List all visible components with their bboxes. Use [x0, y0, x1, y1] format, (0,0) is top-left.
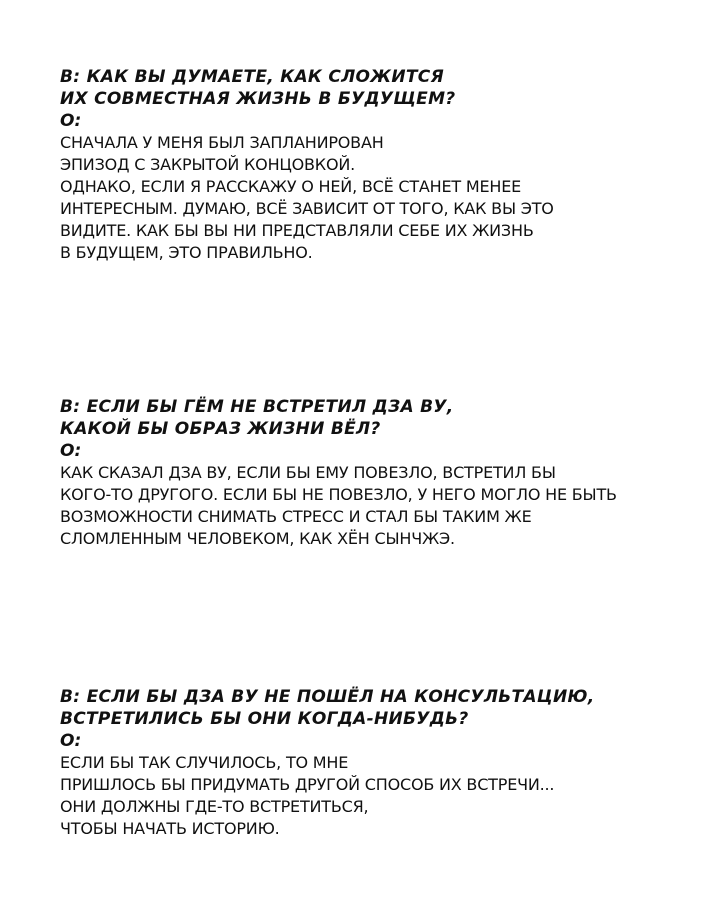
- answer-line: ВИДИТЕ. КАК БЫ ВЫ НИ ПРЕДСТАВЛЯЛИ СЕБЕ ИХ ЖИЗНЬ: [60, 221, 534, 240]
- answer-line: ЧТОБЫ НАЧАТЬ ИСТОРИЮ.: [60, 819, 280, 838]
- qa-block: [60, 66, 700, 264]
- question-line: В: ЕСЛИ БЫ ГЁМ НЕ ВСТРЕТИЛ ДЗА ВУ,: [60, 397, 454, 417]
- answer: [60, 752, 700, 840]
- answer-label: О:: [60, 111, 82, 131]
- answer-line: ПРИШЛОСЬ БЫ ПРИДУМАТЬ ДРУГОЙ СПОСОБ ИХ ВСТРЕЧИ...: [60, 775, 555, 794]
- question-line: КАКОЙ БЫ ОБРАЗ ЖИЗНИ ВЁЛ?: [60, 419, 381, 439]
- answer: [60, 132, 700, 264]
- answer-line: ИНТЕРЕСНЫМ. ДУМАЮ, ВСЁ ЗАВИСИТ ОТ ТОГО, КАК ВЫ ЭТО: [60, 199, 554, 218]
- qa-block: [60, 686, 700, 840]
- answer-line: КОГО-ТО ДРУГОГО. ЕСЛИ БЫ НЕ ПОВЕЗЛО, У НЕГО МОГЛО НЕ БЫТЬ: [60, 485, 617, 504]
- question: [60, 396, 700, 440]
- answer-line: ЭПИЗОД С ЗАКРЫТОЙ КОНЦОВКОЙ.: [60, 155, 356, 174]
- question-line: ВСТРЕТИЛИСЬ БЫ ОНИ КОГДА-НИБУДЬ?: [60, 709, 469, 729]
- question-line: В: КАК ВЫ ДУМАЕТЕ, КАК СЛОЖИТСЯ: [60, 67, 444, 87]
- question: [60, 686, 700, 730]
- question: [60, 66, 700, 110]
- answer-line: В БУДУЩЕМ, ЭТО ПРАВИЛЬНО.: [60, 243, 313, 262]
- answer-line: СЛОМЛЕННЫМ ЧЕЛОВЕКОМ, КАК ХЁН СЫНЧЖЭ.: [60, 529, 455, 548]
- answer-label: О:: [60, 441, 82, 461]
- answer-line: СНАЧАЛА У МЕНЯ БЫЛ ЗАПЛАНИРОВАН: [60, 133, 384, 152]
- answer-line: ВОЗМОЖНОСТИ СНИМАТЬ СТРЕСС И СТАЛ БЫ ТАКИМ ЖЕ: [60, 507, 532, 526]
- answer-line: ОНИ ДОЛЖНЫ ГДЕ-ТО ВСТРЕТИТЬСЯ,: [60, 797, 369, 816]
- answer: [60, 462, 700, 550]
- answer-line: КАК СКАЗАЛ ДЗА ВУ, ЕСЛИ БЫ ЕМУ ПОВЕЗЛО, ВСТРЕТИЛ БЫ: [60, 463, 556, 482]
- answer-line: ОДНАКО, ЕСЛИ Я РАССКАЖУ О НЕЙ, ВСЁ СТАНЕТ МЕНЕЕ: [60, 177, 522, 196]
- qa-block: [60, 396, 700, 550]
- answer-label: О:: [60, 731, 82, 751]
- question-line: В: ЕСЛИ БЫ ДЗА ВУ НЕ ПОШЁЛ НА КОНСУЛЬТАЦИЮ,: [60, 687, 595, 707]
- answer-line: ЕСЛИ БЫ ТАК СЛУЧИЛОСЬ, ТО МНЕ: [60, 753, 349, 772]
- question-line: ИХ СОВМЕСТНАЯ ЖИЗНЬ В БУДУЩЕМ?: [60, 89, 456, 109]
